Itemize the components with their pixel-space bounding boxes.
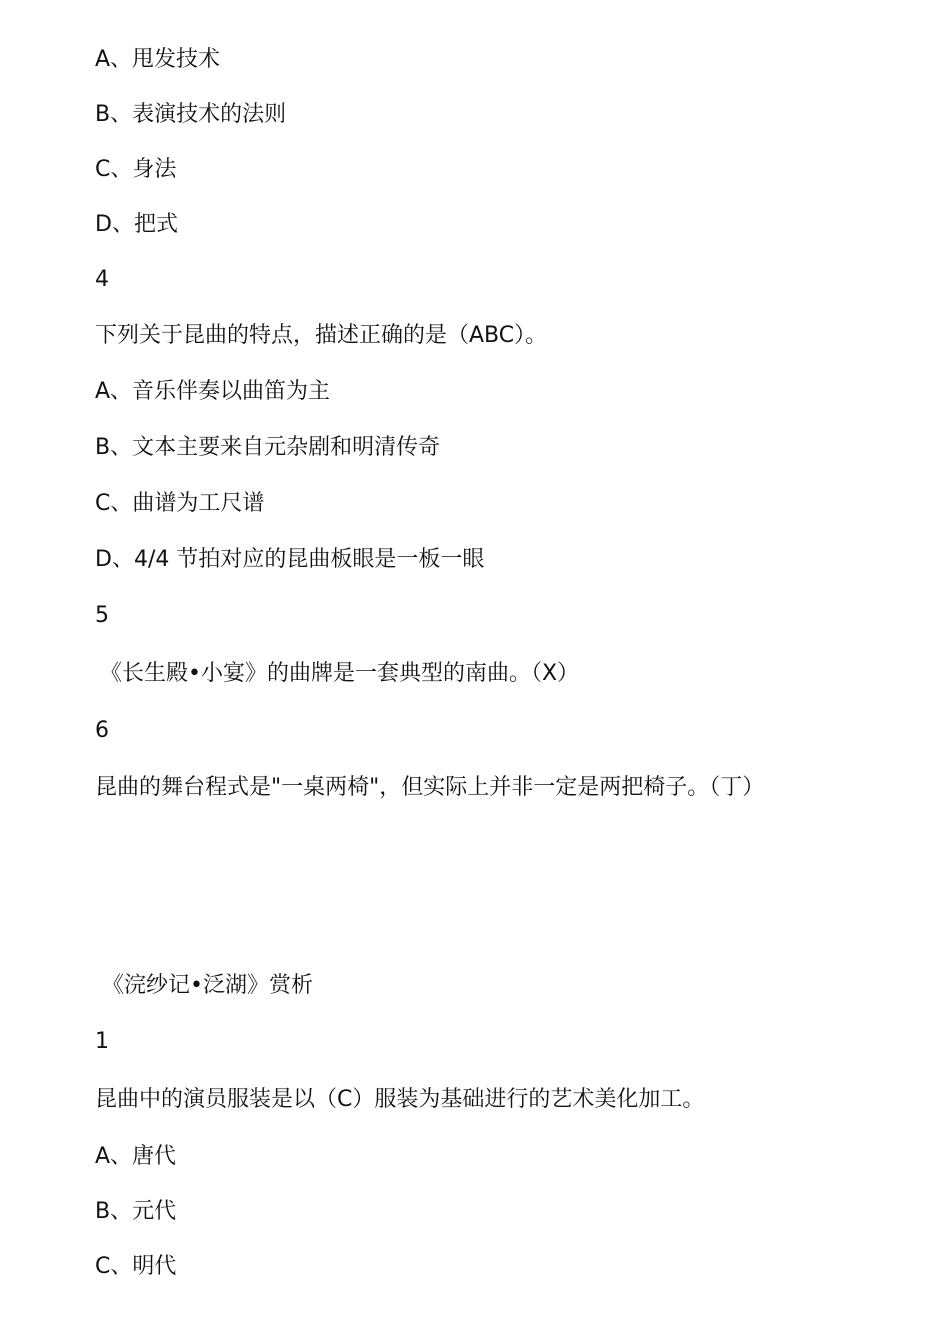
question-text: 昆曲的舞台程式是"一桌两椅"，但实际上并非一定是两把椅子。（丁） — [95, 775, 765, 800]
option-a-text: A、音乐伴奏以曲笛为主 — [95, 379, 331, 404]
option-c-text: C、曲谱为工尺谱 — [95, 491, 265, 516]
option-d-text: D、把式 — [95, 212, 178, 237]
section-heading: 《浣纱记•泛湖》赏析 — [102, 973, 313, 998]
option-b-text: B、文本主要来自元杂剧和明清传奇 — [95, 435, 441, 460]
option-c-text: C、身法 — [95, 157, 177, 182]
option-a-text: A、唐代 — [95, 1144, 177, 1169]
option-a-text: A、甩发技术 — [95, 47, 221, 72]
question-text: 下列关于昆曲的特点，描述正确的是（ABC）。 — [95, 323, 548, 348]
question-text: 昆曲中的演员服装是以（C）服装为基础进行的艺术美化加工。 — [95, 1087, 705, 1112]
question-number: 1 — [95, 1029, 109, 1054]
question-number: 4 — [95, 267, 109, 292]
option-c-text: C、明代 — [95, 1254, 177, 1279]
question-text: 《长生殿•小宴》的曲牌是一套典型的南曲。（X） — [100, 661, 580, 686]
option-d-text: D、4/4 节拍对应的昆曲板眼是一板一眼 — [95, 547, 485, 572]
option-b-text: B、元代 — [95, 1199, 177, 1224]
option-b-text: B、表演技术的法则 — [95, 102, 287, 127]
question-number: 6 — [95, 718, 109, 743]
question-number: 5 — [95, 603, 109, 628]
